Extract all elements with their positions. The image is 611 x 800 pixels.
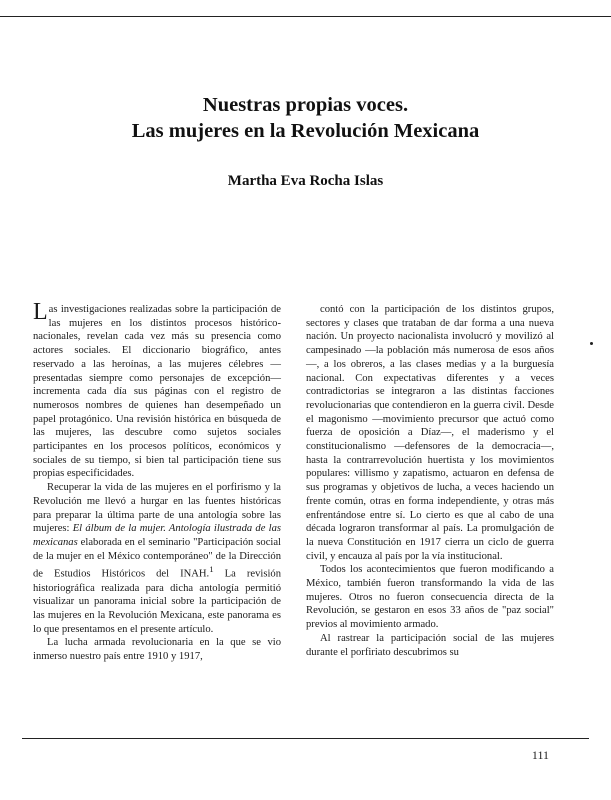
paragraph-text: as investigaciones realizadas sobre la participación de las mujeres en los distintos procesos histórico-nacionales, revelan cada vez más su presencia como actores sociales. El diccionario biográfico, antes reservado a las heroínas, a las mujeres célebres —presentadas siempre como personajes de excepción— incrementa cada día sus páginas con el registro de numerosos nombres de quienes han desempeñado un papel protagónico. Una revisión histórica en búsqueda de las mujeres, las descubre como sujetos sociales participantes en los procesos políticos, económicos y sociales de su tiempo, si bien tal participación tiene sus propias especificidades.	[33, 304, 281, 480]
author-name: Martha Eva Rocha Islas	[227, 173, 384, 189]
anthology-title: El álbum de la mujer. Antología ilustrada de las mexicanas	[33, 523, 281, 548]
margin-mark	[590, 342, 593, 345]
paragraph-text: La revisión historiográfica realizada para dicha antología permitió visualizar un panorama inicial sobre la participación de las mujeres en la Revolución Mexicana, este panorama es lo que presentamos en el presente artículo.	[33, 568, 281, 635]
title-line-2: Las mujeres en la Revolución Mexicana	[131, 120, 480, 142]
paragraph: contó con la participación de los distintos grupos, sectores y clases que trataban de dar forma a una nueva nación. Un proyecto nacionalista involucró y movilizó al campesinado —la población más numerosa de esos años—, a los obreros, a las clases medias y a la burguesía nacional. Con expectativas diferentes y a veces contradictorias se integraron a las distintas facciones revolucionarias que contendieron en la guerra civil. Desde el magonismo —movimiento precursor que actuó como fuerza de oposición a Díaz—, el maderismo y el constitucionalismo —defensores de la democracia—, hasta la contrarrevolución huertista y los movimientos populares: villismo y zapatismo, actuaron en defensa de sus programas y objetivos de lucha, a veces haciendo un frente común, otras en forma independiente, y otras más enfrentándose entre sí. Lo cierto es que al cabo de una década lograron transformar al país. La promulgación de la nueva Constitución en 1917 cierra un ciclo de guerra civil, y encauza al país por la vía institucional.	[306, 304, 554, 562]
page-number: 111	[531, 748, 549, 762]
paragraph	[33, 299, 281, 481]
top-rule	[0, 16, 611, 17]
right-column	[306, 303, 554, 659]
title-line-1: Nuestras propias voces.	[202, 94, 409, 116]
paragraph: Todos los acontecimientos que fueron modificando a México, también fueron transformando la vida de las mujeres. Otros no fueron consecuencia directa de la Revolución, se gestaron en esos 33 años de "paz social" previos al movimiento armado.	[306, 564, 554, 631]
paragraph-text: elaborada en el seminario "Participación social de la mujer en el México contemporáneo" de la Dirección de Estudios Históricos del INAH.	[33, 536, 281, 580]
paragraph	[33, 481, 281, 636]
drop-cap: L	[33, 299, 48, 325]
footnote-ref: 1	[209, 564, 214, 575]
bottom-rule	[22, 738, 589, 739]
paragraph: Al rastrear la participación social de las mujeres durante el porfiriato descubrimos su	[306, 632, 554, 658]
article-title	[0, 92, 611, 144]
left-column	[33, 299, 281, 664]
paragraph-text: Recuperar la vida de las mujeres en el porfirismo y la Revolución me llevó a hurgar en las fuentes históricas para preparar la última parte de una antología sobre las mujeres:	[33, 482, 281, 535]
paragraph: La lucha armada revolucionaria en la que se vio inmerso nuestro país entre 1910 y 1917,	[33, 637, 281, 663]
